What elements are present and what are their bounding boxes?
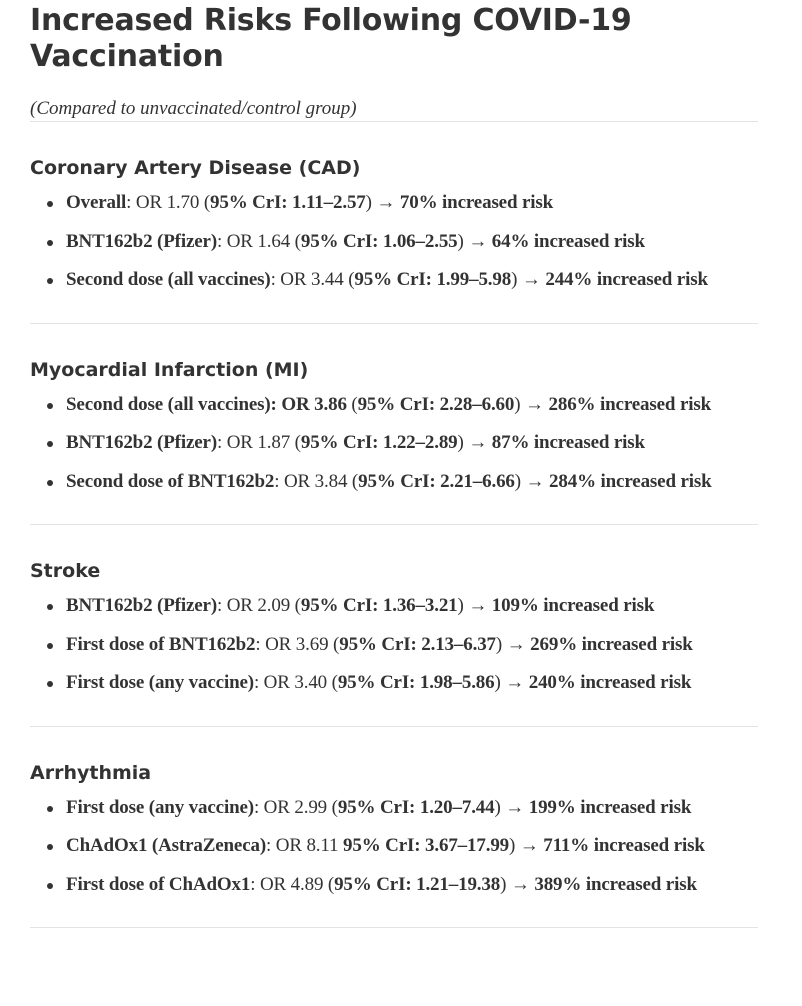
item-label: ChAdOx1 (AstraZeneca) — [66, 835, 267, 856]
bullet-icon — [47, 278, 53, 284]
item-credible-interval: 95% CrI: 1.22–2.89 — [300, 432, 458, 453]
bullet-icon — [47, 844, 53, 850]
item-arrow: ) → — [514, 393, 549, 415]
list-item — [30, 463, 758, 502]
item-credible-interval: 95% CrI: 1.20–7.44 — [337, 796, 495, 818]
item-credible-interval: 95% CrI: 2.28–6.60 — [357, 393, 515, 415]
item-odds-ratio: : OR 2.09 ( — [217, 595, 301, 616]
item-odds-ratio: : OR 3.44 ( — [270, 269, 355, 290]
list-item — [30, 587, 758, 626]
item-credible-interval: 95% CrI: 1.21–19.38 — [334, 873, 501, 895]
section-heading: Myocardial Infarction (MI) — [30, 358, 309, 381]
item-risk: 389% increased risk — [534, 873, 697, 895]
page-subtitle: (Compared to unvaccinated/control group) — [30, 98, 357, 119]
list-item — [30, 386, 758, 425]
item-risk: 109% increased risk — [491, 595, 655, 616]
list-item — [30, 223, 758, 262]
item-label: First dose (any vaccine) — [66, 672, 254, 693]
bullet-icon — [47, 480, 53, 486]
item-arrow: ) → — [457, 230, 492, 252]
item-odds-ratio: : OR 4.89 ( — [250, 873, 335, 895]
item-arrow: ) → — [511, 269, 546, 290]
list-item — [30, 789, 758, 828]
section-cad — [30, 122, 758, 323]
item-risk: 269% increased risk — [530, 633, 693, 655]
bullet-icon — [47, 883, 53, 889]
item-risk: 240% increased risk — [528, 672, 692, 693]
item-odds-ratio: : OR 1.70 ( — [126, 192, 211, 213]
bullet-icon — [47, 240, 53, 246]
item-arrow: ) → — [365, 192, 400, 213]
section-heading: Arrhythmia — [30, 761, 152, 784]
item-risk: 64% increased risk — [491, 230, 645, 252]
risk-list — [30, 386, 758, 502]
page-title: Increased Risks Following COVID-19 Vaccination — [30, 3, 632, 74]
bullet-icon — [47, 441, 53, 447]
item-odds-ratio: : OR 8.11 — [266, 835, 343, 856]
item-credible-interval: 95% CrI: 2.21–6.66 — [358, 470, 515, 492]
item-risk: 286% increased risk — [548, 393, 712, 415]
risk-list — [30, 184, 758, 300]
bullet-icon — [47, 403, 53, 409]
risk-list — [30, 587, 758, 703]
item-odds-ratio: : OR 3.84 ( — [274, 470, 359, 492]
item-odds-ratio: : OR 2.99 ( — [253, 796, 338, 818]
item-risk: 244% increased risk — [545, 269, 708, 290]
item-odds-ratio: : OR 3.40 ( — [253, 672, 338, 693]
item-arrow: ) → — [457, 432, 492, 453]
item-label: BNT162b2 (Pfizer) — [66, 595, 217, 616]
bullet-icon — [47, 643, 53, 649]
item-credible-interval: 95% CrI: 1.11–2.57 — [210, 192, 366, 213]
item-arrow: ) → — [495, 633, 531, 655]
item-arrow: ) → — [457, 595, 492, 616]
item-risk: 199% increased risk — [528, 796, 692, 818]
item-arrow: ) → — [509, 835, 544, 856]
item-label: First dose (any vaccine) — [66, 796, 254, 818]
item-credible-interval: 95% CrI: 1.06–2.55 — [300, 230, 458, 252]
list-item — [30, 866, 758, 905]
item-odds-ratio: : OR 3.69 ( — [255, 633, 340, 655]
divider — [30, 927, 758, 928]
section-stroke — [30, 525, 758, 726]
list-item — [30, 827, 758, 866]
item-label: Second dose of BNT162b2 — [66, 470, 275, 492]
list-item — [30, 626, 758, 665]
list-item — [30, 261, 758, 300]
item-label: First dose of BNT162b2 — [66, 633, 256, 655]
bullet-icon — [47, 201, 53, 207]
item-risk: 284% increased risk — [549, 470, 712, 492]
section-mi — [30, 324, 758, 525]
item-label: BNT162b2 (Pfizer) — [66, 432, 217, 453]
item-odds-ratio: : OR 1.87 ( — [217, 432, 301, 453]
risk-list — [30, 789, 758, 905]
item-odds-ratio: ( — [346, 393, 358, 415]
item-odds-ratio: : OR 1.64 ( — [217, 230, 301, 252]
item-credible-interval: 95% CrI: 1.36–3.21 — [300, 595, 458, 616]
item-label: BNT162b2 (Pfizer) — [66, 230, 217, 252]
item-label: Overall — [66, 192, 127, 213]
item-risk: 711% increased risk — [543, 835, 705, 856]
document — [0, 3, 802, 928]
list-item — [30, 424, 758, 463]
item-arrow: ) → — [500, 873, 535, 895]
item-credible-interval: 95% CrI: 3.67–17.99 — [343, 835, 510, 856]
item-credible-interval: 95% CrI: 1.99–5.98 — [354, 269, 512, 290]
bullet-icon — [47, 604, 53, 610]
item-risk: 87% increased risk — [491, 432, 645, 453]
bullet-icon — [47, 806, 53, 812]
item-credible-interval: 95% CrI: 2.13–6.37 — [339, 633, 496, 655]
item-risk: 70% increased risk — [399, 192, 554, 213]
item-credible-interval: 95% CrI: 1.98–5.86 — [337, 672, 495, 693]
item-arrow: ) → — [494, 796, 529, 818]
section-arrhythmia — [30, 727, 758, 928]
item-arrow: ) → — [514, 470, 550, 492]
bullet-icon — [47, 681, 53, 687]
list-item — [30, 184, 758, 223]
item-label: Second dose (all vaccines) — [66, 269, 271, 290]
list-item — [30, 664, 758, 703]
item-arrow: ) → — [494, 672, 529, 693]
item-label: Second dose (all vaccines): OR 3.86 — [66, 393, 347, 415]
item-label: First dose of ChAdOx1 — [66, 873, 251, 895]
section-heading: Stroke — [30, 560, 101, 582]
section-heading: Coronary Artery Disease (CAD) — [30, 157, 361, 179]
